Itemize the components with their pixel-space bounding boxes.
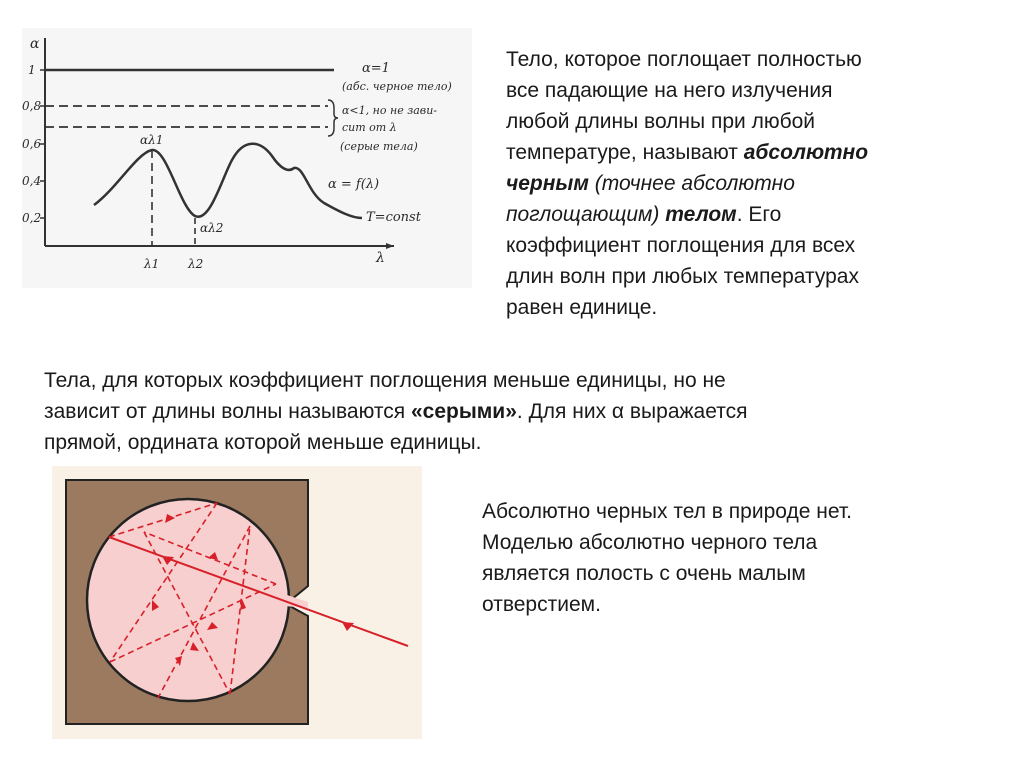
term-black: черным <box>506 172 589 195</box>
text-run: поглощающим) <box>506 203 666 226</box>
text-line: прямой, ордината которой меньше единицы. <box>44 431 482 454</box>
term-gray: «серыми» <box>410 400 517 423</box>
absorption-graph <box>22 28 472 288</box>
text-line: Абсолютно черных тел в природе нет. <box>482 500 852 523</box>
y-tick-label: 0,4 <box>22 174 42 188</box>
y-axis-label: α <box>30 36 40 52</box>
text-line: Моделью абсолютно черного тела <box>482 531 818 554</box>
y-tick-label: 0,2 <box>22 211 42 225</box>
text-line: является полость с очень малым <box>482 562 806 585</box>
term-body: телом <box>665 203 737 226</box>
black-body-caption: (абс. черное тело) <box>342 80 452 93</box>
curve-label: α = f(λ) <box>328 177 380 192</box>
x-axis-label: λ <box>376 250 385 266</box>
absorption-graph-svg <box>22 28 472 288</box>
black-body-definition <box>506 44 976 323</box>
text-line <box>506 168 976 199</box>
y-tick-label: 1 <box>28 63 36 77</box>
text-line: все падающие на него излучения <box>506 79 833 102</box>
point-2-label: αλ2 <box>200 221 224 235</box>
text-line: Тела, для которых коэффициент поглощения меньше единицы, но не <box>44 369 726 392</box>
gray-body-label-2: сит от λ <box>342 121 397 134</box>
text-line: отверстием. <box>482 593 601 616</box>
text-run: (точнее абсолютно <box>588 172 795 195</box>
text-line: Тело, которое поглощает полностью <box>506 48 862 71</box>
text-line: равен единице. <box>506 296 658 319</box>
black-body-label: α=1 <box>362 61 390 76</box>
cavity-model-svg <box>52 466 422 739</box>
gray-body-label-3: (серые тела) <box>340 140 418 153</box>
cavity-interior <box>87 499 289 701</box>
gray-body-definition <box>44 365 944 458</box>
gray-body-label-1: α<1, но не зави- <box>342 104 438 117</box>
text-run: температуре, называют <box>506 141 744 164</box>
temperature-label: T=const <box>366 210 421 225</box>
y-tick-label: 0,8 <box>22 99 42 113</box>
cavity-model-figure <box>52 466 422 739</box>
x-tick-label: λ2 <box>188 257 204 271</box>
text-line <box>44 396 944 427</box>
term-absolute: абсолютно <box>743 141 869 164</box>
text-run: . Его <box>736 203 782 226</box>
text-run: . Для них α выражается <box>516 400 748 423</box>
point-1-label: αλ1 <box>140 133 164 147</box>
text-line <box>506 199 976 230</box>
absorption-curve <box>94 144 362 218</box>
cavity-model-text <box>482 496 952 620</box>
text-line: коэффициент поглощения для всех <box>506 234 856 257</box>
text-run: зависит от длины волны называются <box>44 400 411 423</box>
text-line <box>506 137 976 168</box>
x-tick-label: λ1 <box>144 257 160 271</box>
text-line: любой длины волны при любой <box>506 110 816 133</box>
x-axis-arrow-icon <box>386 243 394 249</box>
text-line: длин волн при любых температурах <box>506 265 859 288</box>
gray-body-brace-icon <box>328 100 338 136</box>
y-tick-label: 0,6 <box>22 137 42 151</box>
